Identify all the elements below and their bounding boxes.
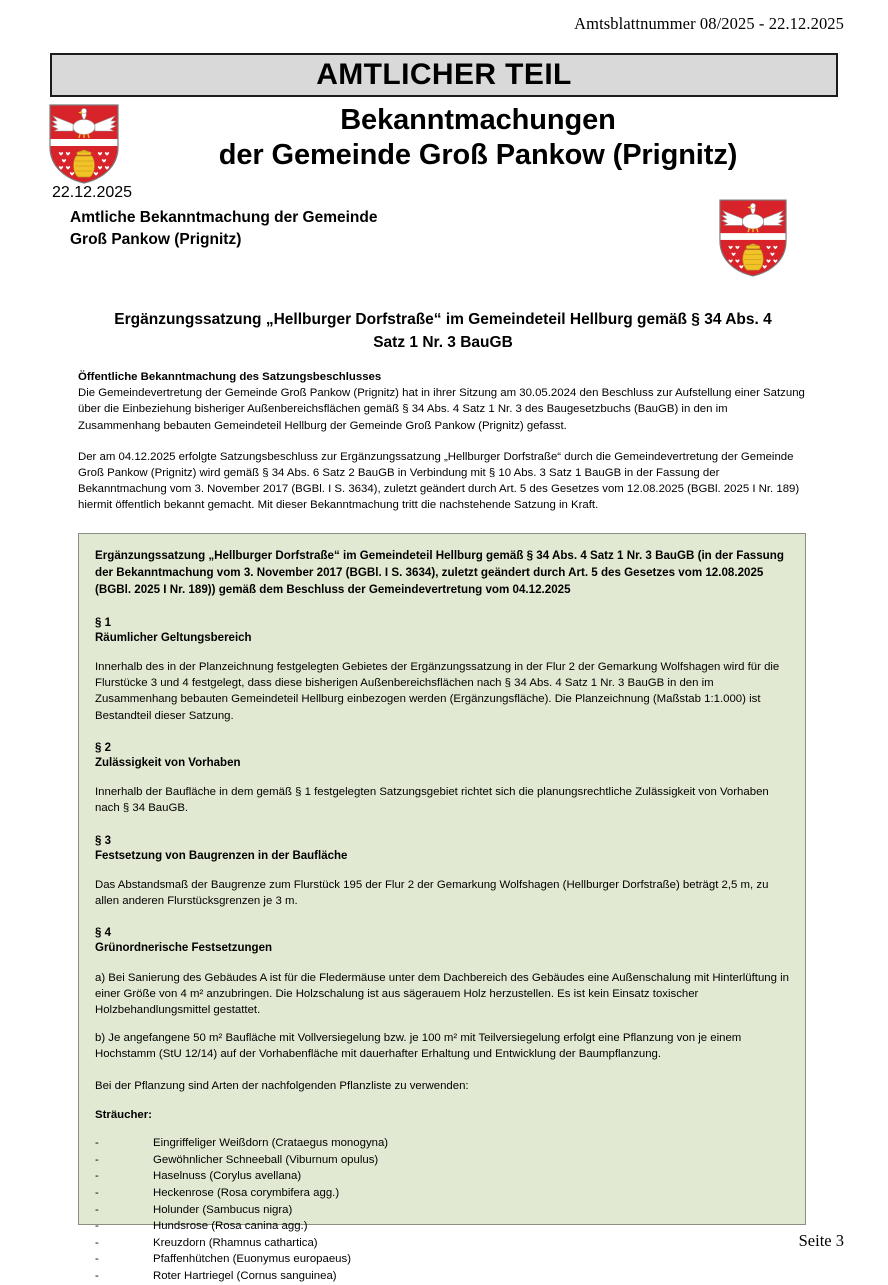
- section-3-body: Das Abstandsmaß der Baugrenze zum Flurstück 195 der Flur 2 der Gemarkung Wolfshagen (Hellburger Dorfstraße) beträgt 2,5 m, zu allen anderen Flurstücksgrenzen je 3 m.: [95, 878, 769, 908]
- publication-date: 22.12.2025: [52, 184, 133, 201]
- section-4-item-a: a) Bei Sanierung des Gebäudes A ist für die Fledermäuse unter dem Dachbereich des Gebäudes eine Außenschalung mit Hinterlüftung in einer Größe von 4 m² anzubringen. Die Holzschalung ist aus sägerauem Holz herzustellen. Es ist kein Einsatz toxischer Holzbehandlungsmittel gestattet.: [95, 971, 789, 1017]
- section-3-number: § 3: [95, 834, 111, 847]
- list-item: [95, 1235, 789, 1252]
- section-2-heading: Zulässigkeit von Vorhaben: [95, 757, 241, 770]
- page-number: Seite 3: [798, 1231, 844, 1250]
- amtlicher-teil-label: AMTLICHER TEIL: [316, 58, 572, 91]
- ordinance-section-3: [95, 834, 789, 910]
- page-title: [128, 103, 828, 174]
- list-item: [95, 1168, 789, 1185]
- announcement-subheading-line-2: Groß Pankow (Prignitz): [70, 231, 242, 248]
- plant-bullet: -: [95, 1270, 99, 1283]
- page-title-line-1: Bekanntmachungen: [340, 104, 616, 136]
- ordinance-section-1: [95, 616, 789, 724]
- plant-bullet: -: [95, 1236, 99, 1249]
- ordinance-section-4: [95, 926, 789, 1062]
- ordinance-text-box: [78, 533, 806, 1283]
- plant-name: Hundsrose (Rosa canina agg.): [153, 1220, 308, 1233]
- plant-list: [95, 1135, 789, 1285]
- list-item: [95, 1268, 789, 1285]
- list-item: [95, 1251, 789, 1268]
- plant-bullet: -: [95, 1136, 99, 1149]
- coat-of-arms-gross-pankow: [48, 103, 120, 185]
- plant-name: Roter Hartriegel (Cornus sanguinea): [153, 1270, 337, 1283]
- plant-list-label: Sträucher:: [95, 1108, 152, 1121]
- page-title-line-2: der Gemeinde Groß Pankow (Prignitz): [218, 139, 738, 172]
- intro-paragraph-1: Die Gemeindevertretung der Gemeinde Groß Pankow (Prignitz) hat in ihrer Sitzung am 30.05.2024 den Beschluss zur Aufstellung einer Satzung über die Einbeziehung bisheriger Außenbereichsflächen gemäß § 34 Abs. 4 Satz 1 Nr. 3 des Baugesetzbuchs (BauGB) in den im Zusammenhang bebauten Gemeindeteil Hellburg der Gemeinde Groß Pankow (Prignitz) gefasst.: [78, 387, 805, 432]
- intro-paragraph-2: Der am 04.12.2025 erfolgte Satzungsbeschluss zur Ergänzungssatzung „Hellburger Dorfstraße“ durch die Gemeindevertretung der Gemeinde Groß Pankow (Prignitz) wird gemäß § 34 Abs. 6 Satz 2 BauGB in Verbindung mit § 10 Abs. 3 Satz 1 BauGB in der Fassung der Bekanntmachung vom 3. November 2017 (BGBl. I S. 3634), zuletzt geändert durch Art. 5 des Gesetzes vom 12.08.2025 (BGBl. 2025 I Nr. 189) hiermit öffentlich bekannt gemacht. Mit dieser Bekanntmachung tritt die nachstehende Satzung in Kraft.: [78, 450, 800, 512]
- section-4-heading: Grünordnerische Festsetzungen: [95, 942, 273, 955]
- section-1-body: Innerhalb des in der Planzeichnung festgelegten Gebietes der Ergänzungssatzung in der Flur 2 der Gemarkung Wolfshagen wird für die Flurstücke 3 und 4 festgelegt, dass diese bisherigen Außenbereichsflächen nach § 34 Abs. 4 Satz 1 Nr. 3 BauGB in den im Zusammenhang bebauten Gemeindeteil Hellburg einbezogen werden (Ergänzungsfläche). Die Planzeichnung (Maßstab 1:1.000) ist Bestandteil dieser Satzung.: [95, 661, 780, 722]
- section-2-number: § 2: [95, 741, 111, 754]
- section-1-number: § 1: [95, 616, 111, 629]
- section-1-heading: Räumlicher Geltungsbereich: [95, 631, 252, 644]
- ordinance-document-title-line-1: Ergänzungssatzung „Hellburger Dorfstraße“ im Gemeindeteil Hellburg gemäß § 34 Abs. 4: [114, 311, 772, 328]
- ordinance-section-2: [95, 741, 789, 817]
- issue-number-line: Amtsblattnummer 08/2025 - 22.12.2025: [574, 14, 844, 33]
- list-item: [95, 1218, 789, 1235]
- list-item: [95, 1185, 789, 1202]
- list-item: [95, 1202, 789, 1219]
- plant-bullet: -: [95, 1253, 99, 1266]
- plant-bullet: -: [95, 1186, 99, 1199]
- plant-bullet: -: [95, 1220, 99, 1233]
- announcement-subheading-line-1: Amtliche Bekanntmachung der Gemeinde: [70, 209, 378, 226]
- ordinance-box-title: Ergänzungssatzung „Hellburger Dorfstraße“ im Gemeindeteil Hellburg gemäß § 34 Abs. 4 Satz 1 Nr. 3 BauGB (in der Fassung der Bekanntmachung vom 3. November 2017 (BGBl. I S. 3634), zuletzt geändert durch Art. 5 des Gesetzes vom 12.08.2025 (BGBl. 2025 I Nr. 189)) gemäß dem Beschluss der Gemeindevertretung vom 04.12.2025: [95, 549, 784, 596]
- plant-bullet: -: [95, 1153, 99, 1166]
- intro-heading: Öffentliche Bekanntmachung des Satzungsbeschlusses: [78, 371, 382, 383]
- ordinance-document-title: [78, 308, 808, 355]
- plant-list-intro: Bei der Pflanzung sind Arten der nachfolgenden Pflanzliste zu verwenden:: [95, 1079, 469, 1092]
- plant-name: Gewöhnlicher Schneeball (Viburnum opulus): [153, 1153, 379, 1166]
- section-4-number: § 4: [95, 927, 111, 940]
- section-3-heading: Festsetzung von Baugrenzen in der Baufläche: [95, 849, 348, 862]
- plant-name: Eingriffeliger Weißdorn (Crataegus monogyna): [153, 1136, 389, 1149]
- public-announcement-intro: [78, 369, 806, 514]
- section-2-body: Innerhalb der Baufläche in dem gemäß § 1 festgelegten Satzungsgebiet richtet sich die planungsrechtliche Zulässigkeit von Vorhaben nach § 34 BauGB.: [95, 786, 769, 815]
- plant-name: Pfaffenhütchen (Euonymus europaeus): [153, 1253, 351, 1266]
- plant-name: Holunder (Sambucus nigra): [153, 1203, 293, 1216]
- plant-name: Haselnuss (Corylus avellana): [153, 1170, 302, 1183]
- section-4-item-b: b) Je angefangene 50 m² Baufläche mit Vollversiegelung bzw. je 100 m² mit Teilversiegelung erfolgt eine Pflanzung von je einem Hochstamm (StU 12/14) auf der Vorhabenfläche mit dauerhafter Erhaltung und Entwicklung der Baumpflanzung.: [95, 1032, 742, 1061]
- list-item: [95, 1152, 789, 1169]
- announcement-subheading: [70, 207, 378, 251]
- plant-name: Heckenrose (Rosa corymbifera agg.): [153, 1186, 340, 1199]
- list-item: [95, 1135, 789, 1152]
- plant-bullet: -: [95, 1170, 99, 1183]
- amtlicher-teil-banner: [50, 53, 838, 97]
- plant-name: Kreuzdorn (Rhamnus cathartica): [153, 1236, 318, 1249]
- plant-bullet: -: [95, 1203, 99, 1216]
- coat-of-arms-gross-pankow-secondary: [718, 198, 788, 278]
- ordinance-document-title-line-2: Satz 1 Nr. 3 BauGB: [373, 334, 513, 352]
